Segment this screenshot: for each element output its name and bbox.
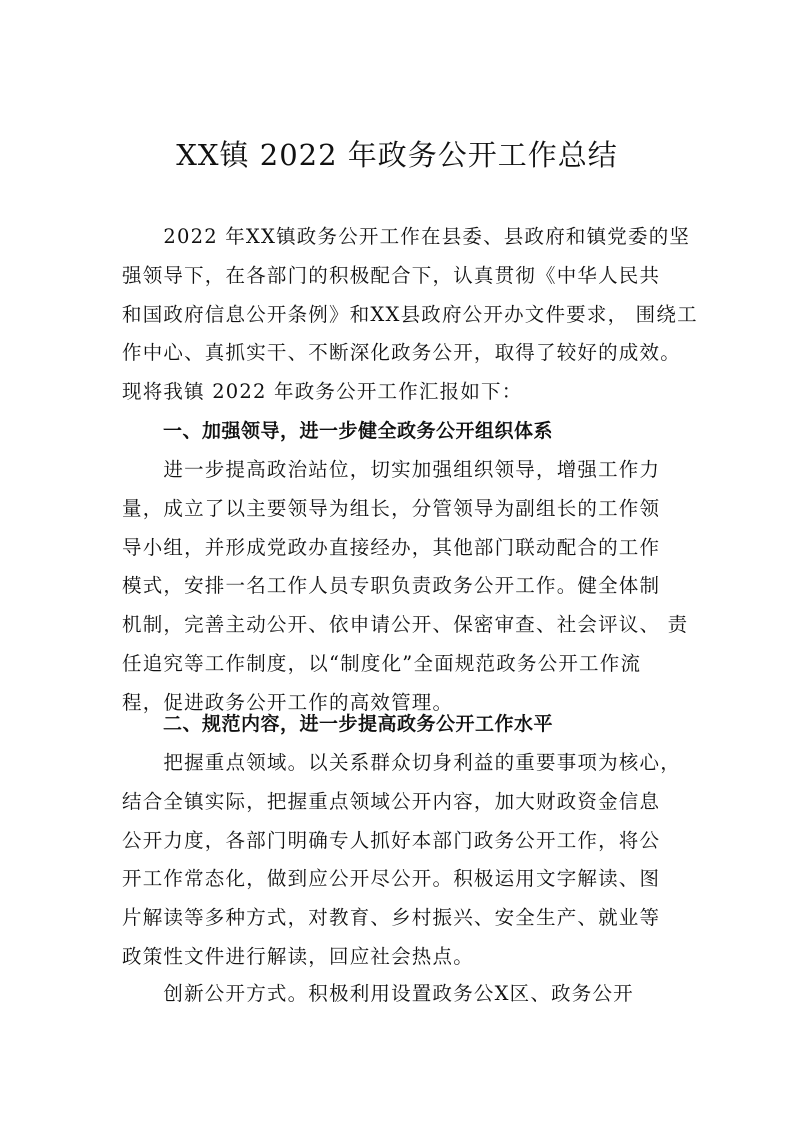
section-2-paragraph	[122, 744, 687, 977]
section-2-line: 把握重点领域。以关系群众切身利益的重要事项为核心，	[122, 751, 681, 774]
section-2-line: 政策性文件进行解读，回应社会热点。	[122, 944, 474, 968]
intro-line: 和国政府信息公开条例》和XX县政府公开办文件要求， 围绕工	[122, 302, 698, 326]
section-1-line: 机制，完善主动公开、依申请公开、保密审查、社会评议、 责	[122, 613, 689, 637]
section-1-line: 进一步提高政治站位，切实加强组织领导，增强工作力	[122, 458, 661, 481]
section-2-next-paragraph	[122, 975, 687, 1014]
section-2-heading: 二、规范内容，进一步提高政务公开工作水平	[163, 713, 554, 735]
section-2-next-line: 创新公开方式。积极利用设置政务公X区、政务公开	[122, 982, 634, 1005]
section-1-line: 模式，安排一名工作人员专职负责政务公开工作。健全体制	[122, 574, 661, 598]
section-2-line: 公开力度，各部门明确专人抓好本部门政务公开工作，将公	[122, 828, 661, 852]
section-1-heading: 一、加强领导，进一步健全政务公开组织体系	[163, 420, 554, 442]
intro-line: 强领导下，在各部门的积极配合下，认真贯彻《中华人民共	[122, 263, 661, 287]
section-2-line: 结合全镇实际，把握重点领域公开内容，加大财政资金信息	[122, 789, 661, 813]
section-1-line: 任追究等工作制度，以“制度化”全面规范政务公开工作流	[122, 651, 642, 675]
section-1-paragraph	[122, 451, 687, 723]
section-2-line: 片解读等多种方式，对教育、乡村振兴、安全生产、就业等	[122, 906, 661, 930]
intro-line: 作中心、真抓实干、不断深化政务公开，取得了较好的成效。	[122, 341, 681, 365]
section-2-line: 开工作常态化，做到应公开尽公开。积极运用文字解读、图	[122, 867, 661, 891]
document-title: XX镇 2022 年政务公开工作总结	[176, 138, 618, 172]
intro-paragraph	[122, 218, 698, 412]
section-1-line: 导小组，并形成党政办直接经办，其他部门联动配合的工作	[122, 535, 661, 559]
section-1-line: 量，成立了以主要领导为组长，分管领导为副组长的工作领	[122, 496, 661, 520]
section-1-line: 程，促进政务公开工作的高效管理。	[122, 690, 454, 714]
intro-line: 现将我镇 2022 年政务公开工作汇报如下：	[122, 380, 523, 404]
intro-line: 2022 年XX镇政务公开工作在县委、县政府和镇党委的坚	[122, 225, 691, 248]
